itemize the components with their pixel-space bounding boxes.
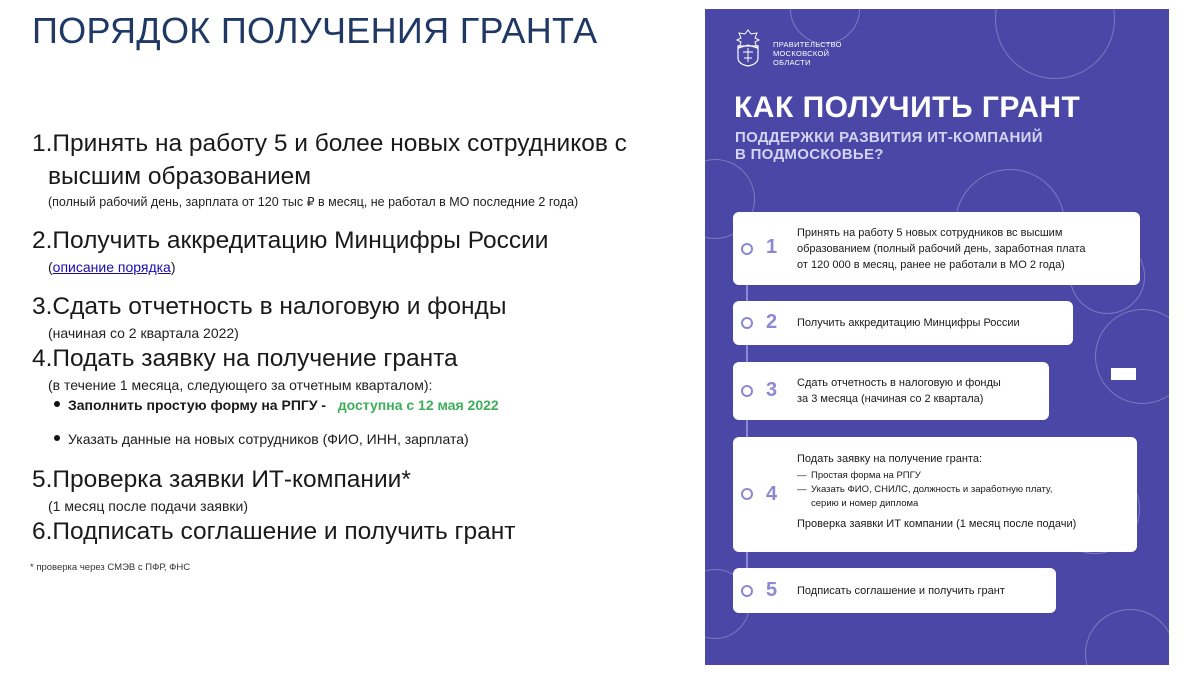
timeline-dot [741,585,753,597]
card-sub-item [797,469,1076,483]
bullet-dot [54,435,60,441]
gov-line-1: ПРАВИТЕЛЬСТВО [773,40,842,49]
step-4-bullet-form [54,397,499,413]
step-number: 3 [766,379,778,401]
step-number: 2 [766,311,778,333]
step-2-note [48,259,176,275]
step-1-heading: 1.Принять на работу 5 и более новых сотрудников с [32,130,627,157]
decor-circle [1085,609,1169,665]
card-line: за 3 месяца (начиная со 2 квартала) [797,393,984,405]
timeline-dot [741,243,753,255]
decor-circle [790,9,860,44]
step-2-note-open: ( [48,259,53,275]
poster-subtitle [735,129,1043,163]
step-card-text [797,315,1020,331]
step-6-heading: 6.Подписать соглашение и получить грант [32,518,516,545]
government-label [773,40,842,67]
white-marker [1111,368,1136,380]
step-card-text [797,375,1001,407]
step-2-note-close: ) [170,259,176,275]
card-item-text: Простая форма на РПГУ [811,470,921,481]
coat-of-arms-icon [733,28,763,68]
timeline-dot [741,317,753,329]
step-3-heading: 3.Сдать отчетность в налоговую и фонды [32,293,507,320]
card-sub-item [797,483,1076,497]
step-number: 1 [766,236,778,258]
step-3-note: (начиная со 2 квартала 2022) [48,325,239,341]
step-4-heading: 4.Подать заявку на получение гранта [32,345,458,372]
timeline-dot [741,488,753,500]
step-4-note: (в течение 1 месяца, следующего за отчетным кварталом): [48,377,433,393]
step-1-note: (полный рабочий день, зарплата от 120 тыс ₽ в месяц, не работал в МО последние 2 года) [48,195,579,209]
card-line: Получить аккредитацию Минцифры России [797,317,1020,329]
employees-data-label: Указать данные на новых сотрудников (ФИО, ИНН, зарплата) [68,431,469,447]
card-line: Сдать отчетность в налоговую и фонды [797,377,1001,389]
poster-subtitle-line-2: В ПОДМОСКОВЬЕ? [735,146,884,163]
form-label: Заполнить простую форму на РПГУ - [68,397,327,413]
timeline-dot [741,385,753,397]
step-card-text [797,451,1076,532]
step-number: 4 [766,483,778,505]
decor-circle [1095,309,1169,404]
step-2-heading: 2.Получить аккредитацию Минцифры России [32,227,549,254]
card-item-text: Указать ФИО, СНИЛС, должность и заработную плату, [811,484,1053,495]
decor-circle [995,9,1115,79]
poster-subtitle-line-1: ПОДДЕРЖКИ РАЗВИТИЯ ИТ-КОМПАНИЙ [735,129,1043,146]
card-line: Принять на работу 5 новых сотрудников вс высшим [797,227,1063,239]
gov-line-3: ОБЛАСТИ [773,58,811,67]
availability-date: доступна с 12 мая 2022 [337,397,499,413]
step-5-heading: 5.Проверка заявки ИТ-компании* [32,466,411,493]
poster-title: КАК ПОЛУЧИТЬ ГРАНТ [734,91,1081,124]
gov-line-2: МОСКОВСКОЙ [773,49,830,58]
slide-title: ПОРЯДОК ПОЛУЧЕНИЯ ГРАНТА [32,10,598,51]
dash: — [797,470,807,481]
footnote: * проверка через СМЭВ с ПФР, ФНС [30,562,191,573]
grant-poster [705,9,1169,665]
step-number: 5 [766,579,778,601]
step-card-text [797,583,1005,599]
card-sub-item-cont: серию и номер диплома [811,498,919,509]
step-card-5 [733,568,1056,613]
card-line: от 120 000 в месяц, ранее не работали в МО 2 года) [797,259,1065,271]
step-4-bullet-employees [54,431,469,447]
step-card-1 [733,212,1140,285]
card-line: образованием (полный рабочий день, заработная плата [797,243,1086,255]
procedure-description-link[interactable]: описание порядка [52,259,171,275]
dash: — [797,484,807,495]
step-card-text [797,225,1086,273]
step-1-heading-cont: высшим образованием [48,163,312,190]
step-card-4 [733,437,1137,552]
step-5-note: (1 месяц после подачи заявки) [48,498,248,514]
bullet-dot [54,401,60,407]
card-line: Подписать соглашение и получить грант [797,585,1005,597]
card-footer: Проверка заявки ИТ компании (1 месяц после подачи) [797,518,1077,530]
step-card-3 [733,362,1049,420]
step-card-2 [733,301,1073,345]
card-heading: Подать заявку на получение гранта: [797,453,983,465]
